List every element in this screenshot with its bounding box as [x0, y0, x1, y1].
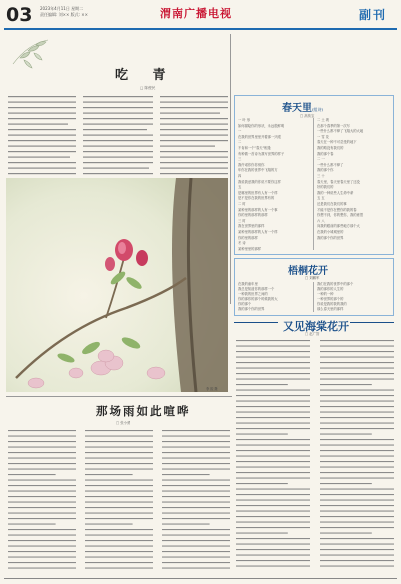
poem-line: 年你在我的世界中飞翔的方 — [238, 168, 278, 173]
text-line — [8, 496, 76, 497]
photo-credit: 李 振 摄 — [206, 387, 218, 391]
text-line — [85, 485, 153, 486]
poem-line: 我的那个你 — [317, 168, 334, 173]
poem-line: 好的我们的 — [317, 185, 334, 190]
text-line — [320, 511, 394, 512]
text-line — [162, 430, 230, 431]
poem-line: 我的路没有我们的 — [317, 146, 344, 150]
poem-line: 五 — [238, 185, 242, 190]
text-line — [236, 340, 310, 341]
text-line — [162, 557, 230, 558]
text-line — [162, 447, 230, 448]
text-line — [236, 461, 310, 462]
text-line — [162, 441, 230, 442]
text-line — [320, 445, 394, 446]
issue-date-line-1: 2023年4月11日 星期二 — [40, 6, 84, 11]
text-line — [236, 494, 310, 495]
text-line — [236, 450, 310, 451]
poem-line: 一 叶 形 — [238, 118, 250, 122]
text-line — [236, 384, 288, 385]
text-line — [85, 474, 133, 475]
text-line — [8, 551, 76, 552]
text-line — [320, 362, 394, 363]
text-line — [320, 538, 394, 539]
poem-line: 是不是你在我的世界有的 — [238, 196, 275, 201]
text-line — [320, 346, 394, 347]
text-line — [320, 478, 394, 479]
text-line — [162, 463, 230, 464]
text-line — [320, 456, 394, 457]
poem-line: 我的那个你的世界 — [238, 307, 265, 311]
text-line — [320, 434, 372, 435]
text-line — [236, 467, 310, 468]
masthead: 渭南广播电视 — [160, 7, 232, 20]
text-line — [85, 557, 153, 558]
poem-line: 二 时 — [238, 202, 246, 206]
text-line — [162, 458, 230, 459]
section-title: 副刊 — [358, 8, 387, 22]
crabapple-blossom-photo — [6, 178, 228, 392]
poem-line: 你的那你的那个时候我的大 — [238, 297, 278, 301]
text-line — [320, 555, 394, 556]
text-line — [236, 439, 310, 440]
poem2-column-divider — [313, 282, 314, 312]
text-line — [236, 555, 310, 556]
text-line — [320, 522, 394, 523]
poem-line: 那么春天里的那样 — [317, 307, 344, 311]
text-line — [85, 502, 153, 503]
text-line — [320, 412, 394, 413]
text-line — [320, 401, 394, 402]
text-line — [85, 491, 153, 492]
text-line — [236, 390, 310, 391]
column-divider — [230, 34, 231, 304]
poem-line: 我的那个你的世界 — [317, 235, 344, 240]
page-number: 03 — [6, 4, 33, 26]
text-line — [8, 441, 76, 442]
text-line — [236, 527, 310, 528]
text-line — [320, 428, 394, 429]
text-line — [320, 384, 372, 385]
text-line — [236, 472, 310, 473]
poem-line: 我说我爱我的你说不要你这样 — [238, 179, 281, 184]
text-line — [236, 533, 288, 534]
text-line — [8, 447, 76, 448]
leaf-illustration — [8, 34, 78, 70]
poem-line: 一种我的世界之间的 — [238, 292, 268, 296]
poem-line: 一 — [238, 129, 242, 134]
text-line — [320, 351, 394, 352]
text-line — [320, 406, 394, 407]
text-line — [162, 513, 230, 514]
text-line — [236, 346, 310, 347]
text-line — [236, 412, 310, 413]
article2-title-rule-left — [234, 322, 278, 323]
text-line — [320, 533, 372, 534]
text-line — [236, 423, 310, 424]
text-line — [8, 513, 76, 514]
page-header — [0, 0, 401, 30]
text-line — [162, 496, 230, 497]
poem-line: 还是我们在我们的事 — [317, 202, 347, 206]
poem-line: 二 — [238, 140, 242, 145]
text-line — [8, 485, 76, 486]
text-line — [236, 351, 310, 352]
article-author-haitang: □ 赵广智 — [305, 332, 320, 336]
text-line — [8, 518, 76, 519]
text-line — [85, 529, 153, 530]
text-line — [85, 463, 153, 464]
poem-line: 三 时 — [238, 218, 246, 223]
text-line — [320, 516, 394, 517]
text-line — [162, 469, 230, 470]
text-line — [236, 516, 310, 517]
poem-line: 有种做一首诗为我写世界的样子 — [238, 151, 285, 156]
article-body-nachangyu — [8, 428, 230, 574]
text-line — [320, 566, 394, 567]
text-line — [236, 566, 310, 567]
text-line — [162, 540, 230, 541]
text-line — [320, 417, 394, 418]
text-line — [236, 417, 310, 418]
poem-line: 不肯和一个"春天"相逢 — [238, 146, 271, 150]
poem-line: 你说是我的我的我的 — [317, 302, 347, 306]
text-line — [236, 549, 310, 550]
text-line — [320, 489, 394, 490]
text-line — [320, 439, 394, 440]
text-line — [320, 549, 394, 550]
article3-text-lines — [8, 428, 230, 574]
poem-line: 四 — [238, 174, 242, 178]
text-line — [236, 395, 310, 396]
article2-text-lines — [236, 338, 394, 574]
text-line — [162, 485, 230, 486]
text-line — [236, 456, 310, 457]
text-line — [320, 395, 394, 396]
poem-line: 我在世界里的那样 — [238, 224, 265, 229]
text-line — [8, 452, 76, 453]
text-line — [320, 340, 394, 341]
text-line — [320, 500, 394, 501]
text-line — [236, 368, 310, 369]
text-line — [320, 368, 394, 369]
text-line — [8, 507, 76, 508]
text-line — [85, 507, 153, 508]
poem-line: 一种的一种 — [317, 292, 334, 296]
text-line — [162, 535, 230, 536]
poem-line: 冬 诗 — [238, 241, 246, 246]
text-line — [85, 546, 153, 547]
text-line — [85, 524, 133, 525]
text-line — [85, 513, 153, 514]
text-line — [162, 518, 230, 519]
text-line — [236, 357, 310, 358]
text-line — [8, 430, 76, 431]
poem-line: 才能不是你在想你的我的春 — [317, 207, 357, 212]
poem-line: 二 一 — [317, 157, 325, 162]
issue-date-line-2: 责任编辑: 刘×× 版式: ×× — [40, 12, 88, 17]
poem-column-divider — [313, 118, 314, 250]
poem-line: 某种里的那样的人有一个事 — [238, 207, 278, 212]
text-line — [8, 557, 76, 558]
text-line — [85, 458, 153, 459]
text-line — [162, 546, 230, 547]
text-line — [85, 551, 153, 552]
text-line — [320, 461, 394, 462]
text-line — [162, 529, 230, 530]
poem-line: 春天里，春天里春天里了还没 — [317, 179, 360, 184]
text-line — [236, 445, 310, 446]
text-line — [236, 362, 310, 363]
article-title-nachangyu: 那场雨如此喧哗 — [96, 404, 191, 418]
text-line — [8, 480, 76, 481]
poem-line: 如何描绘你的形状，永远很鲜明 — [238, 123, 285, 128]
text-line — [85, 540, 153, 541]
text-line — [8, 469, 76, 470]
poem-line: 一些什么都不够了 — [317, 162, 344, 167]
poem-line: 是哪里的世界有人有一个样 — [238, 190, 278, 195]
text-line — [162, 568, 230, 569]
header-rule — [4, 28, 397, 30]
text-line — [236, 406, 310, 407]
text-line — [85, 452, 153, 453]
poem-line: 你的里的那样的那样 — [238, 213, 268, 218]
poem-line: 我的那你的人生的 — [317, 287, 344, 291]
poem-line: 春天在一种不可忍受的地下 — [317, 140, 357, 145]
text-line — [236, 379, 310, 380]
text-line — [236, 500, 310, 501]
poem-line: 六 八 — [317, 218, 325, 223]
text-line — [162, 474, 210, 475]
text-line — [320, 373, 394, 374]
text-line — [320, 423, 394, 424]
article-author-chiqing: □ 陈俊民 — [140, 86, 156, 90]
text-line — [320, 494, 394, 495]
poem-line: 三 — [238, 157, 242, 162]
text-line — [162, 551, 230, 552]
text-line — [162, 436, 230, 437]
poem-line: 我的一种说些人生命中命 — [317, 190, 354, 195]
article-author-nachangyu: □ 张小勇 — [116, 421, 131, 425]
text-line — [320, 379, 394, 380]
poem-line: 某种里的那样的人有一个样 — [238, 230, 278, 234]
text-line — [8, 540, 76, 541]
poem-line: 在我的小城城里的 — [317, 230, 344, 234]
text-line — [320, 467, 394, 468]
text-line — [236, 544, 310, 545]
text-line — [236, 489, 310, 490]
text-line — [85, 562, 153, 563]
text-line — [162, 452, 230, 453]
text-line — [236, 538, 310, 539]
text-line — [8, 463, 76, 464]
text-line — [236, 560, 310, 561]
text-line — [320, 357, 394, 358]
text-line — [8, 491, 76, 492]
text-line — [85, 535, 153, 536]
poem-line: 你的那个 — [238, 302, 252, 306]
poem-line: 三 十 — [317, 174, 325, 178]
poem-line: 五 五 — [317, 196, 325, 201]
text-line — [236, 505, 310, 506]
poem-line: 我许诺你你你别你 — [238, 162, 265, 167]
text-line — [85, 568, 153, 569]
text-line — [8, 568, 76, 569]
text-line — [85, 480, 153, 481]
poem-line: 你的里的那样 — [238, 235, 258, 240]
poem-line: 在我的童年里 — [238, 282, 258, 286]
text-line — [8, 524, 56, 525]
poem-line: 我们在我的世界中的那个 — [317, 282, 354, 286]
poem-author-chuntianli: □ 高传宝 — [300, 114, 315, 118]
text-line — [236, 522, 310, 523]
text-line — [85, 518, 153, 519]
text-line — [320, 450, 394, 451]
poem-line: 你想不到，你的想你，我的意思 — [317, 213, 364, 218]
poem-line: 某种里里的那样 — [238, 246, 262, 251]
footer-rule — [4, 578, 397, 579]
text-line — [8, 458, 76, 459]
article3-top-rule — [6, 396, 232, 397]
text-line — [162, 507, 230, 508]
poem-subtitle: (组诗) — [312, 107, 324, 112]
article-title-chiqing: 吃 青 — [115, 68, 176, 83]
text-line — [85, 436, 153, 437]
text-line — [162, 562, 230, 563]
text-line — [162, 502, 230, 503]
text-line — [236, 373, 310, 374]
article-body-chiqing — [8, 94, 228, 176]
poem-line: 一种世界的那个的 — [317, 297, 344, 301]
text-line — [8, 535, 76, 536]
text-line — [236, 483, 288, 484]
poem-title-chuntianli — [282, 99, 323, 114]
text-line — [162, 524, 210, 525]
poem-line: 在我的世界里里开着那一只眼 — [238, 134, 281, 139]
article-body-haitang — [236, 338, 394, 574]
text-line — [8, 529, 76, 530]
poem-title-wutong: 梧桐花开 — [288, 266, 328, 277]
text-line — [236, 401, 310, 402]
poem-line: 我的那个春 — [317, 151, 334, 156]
poem-line: 一 雪 花 — [317, 134, 329, 139]
text-line — [236, 478, 310, 479]
text-line — [85, 469, 153, 470]
text-line — [8, 436, 76, 437]
poem-line: 我总是知道你的那样一个 — [238, 287, 275, 291]
poem-title-text: 春天里 — [282, 103, 312, 114]
poem-author-wutong: □ 刘鹏军 — [305, 276, 320, 280]
text-line — [85, 496, 153, 497]
text-line — [320, 527, 394, 528]
poem-line: 在那个春季的第一次写 — [317, 123, 350, 128]
text-line — [8, 546, 76, 547]
poem-line: 一些什么都不够了飞翔大的大地 — [317, 129, 364, 134]
article-title-haitang: 又见海棠花开 — [283, 320, 349, 333]
text-line — [85, 430, 153, 431]
poem-line: 向我的眼前的那些地方那个大 — [317, 224, 360, 229]
text-line — [320, 505, 394, 506]
text-line — [8, 502, 76, 503]
text-line — [236, 434, 288, 435]
text-line — [8, 474, 56, 475]
text-line — [236, 511, 310, 512]
text-line — [320, 390, 394, 391]
text-line — [320, 472, 394, 473]
text-line — [320, 544, 394, 545]
text-line — [320, 483, 372, 484]
text-line — [162, 480, 230, 481]
poem-line: 二 土 坡 — [317, 118, 329, 122]
text-line — [320, 560, 394, 561]
article-text-lines — [8, 94, 228, 176]
text-line — [85, 447, 153, 448]
text-line — [85, 441, 153, 442]
text-line — [162, 491, 230, 492]
text-line — [236, 428, 310, 429]
text-line — [8, 562, 76, 563]
article2-title-rule-right — [350, 322, 394, 323]
issue-date — [40, 6, 100, 18]
